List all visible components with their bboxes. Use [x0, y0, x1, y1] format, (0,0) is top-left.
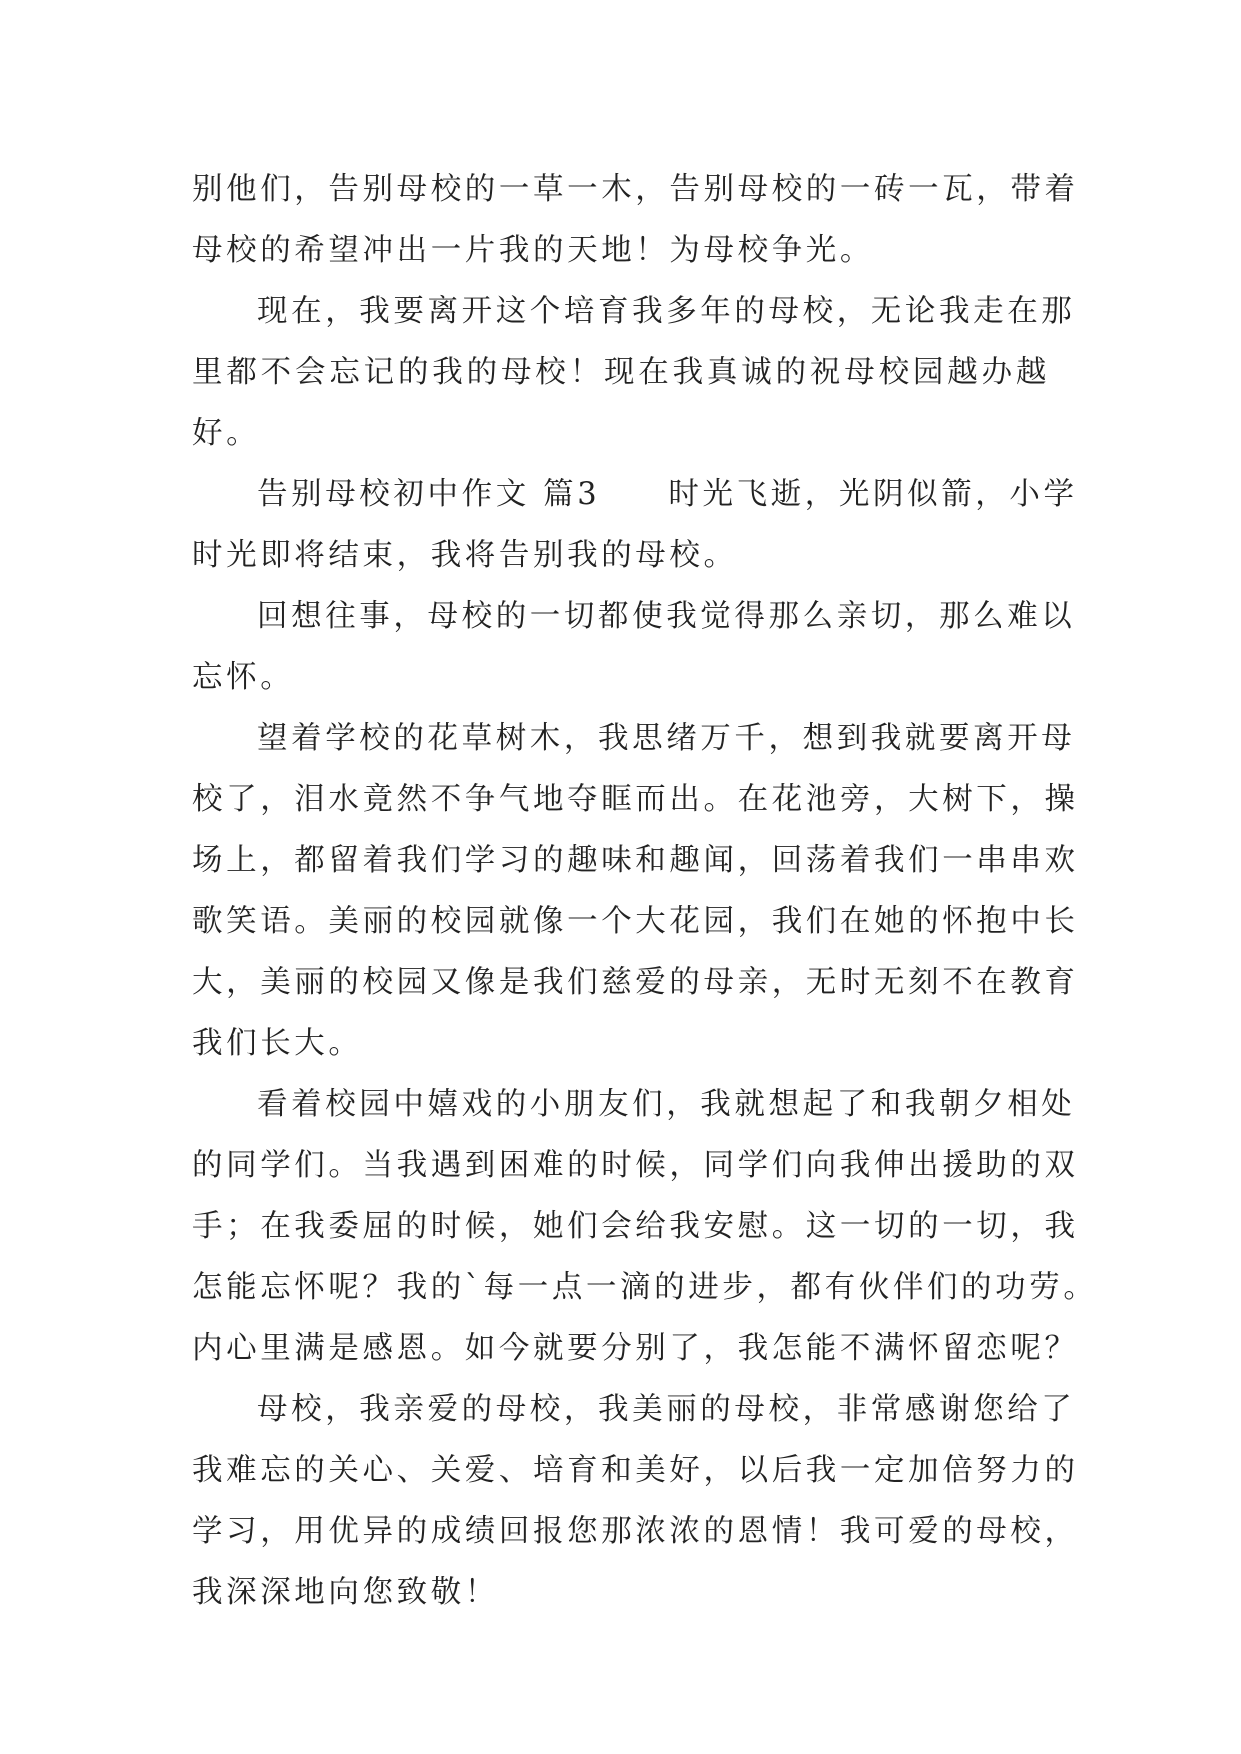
text-line: 时光即将结束，我将告别我的母校。	[192, 538, 738, 573]
text-line: 回想往事，母校的一切都使我觉得那么亲切，那么难以	[257, 599, 1076, 634]
text-line: 别他们，告别母校的一草一木，告别母校的一砖一瓦，带着	[192, 172, 1079, 207]
text-line: 我深深地向您致敬！	[192, 1575, 499, 1610]
text-line: 母校的希望冲出一片我的天地！为母校争光。	[192, 233, 874, 268]
text-line: 内心里满是感恩。如今就要分别了，我怎能不满怀留恋呢？	[192, 1331, 1079, 1366]
text-line: 好。	[192, 416, 261, 451]
text-line: 看着校园中嬉戏的小朋友们，我就想起了和我朝夕相处	[257, 1087, 1076, 1122]
text-line: 学习，用优异的成绩回报您那浓浓的恩情！我可爱的母校，	[192, 1514, 1079, 1549]
text-line: 大，美丽的校园又像是我们慈爱的母亲，无时无刻不在教育	[192, 965, 1079, 1000]
text-line: 我们长大。	[192, 1026, 363, 1061]
text-line: 我难忘的关心、关爱、培育和美好，以后我一定加倍努力的	[192, 1453, 1079, 1488]
text-line: 现在，我要离开这个培育我多年的母校，无论我走在那	[257, 294, 1076, 329]
text-line: 的同学们。当我遇到困难的时候，同学们向我伸出援助的双	[192, 1148, 1079, 1183]
text-line: 场上，都留着我们学习的趣味和趣闻，回荡着我们一串串欢	[192, 843, 1079, 878]
text-line: 望着学校的花草树木，我思绪万千，想到我就要离开母	[257, 721, 1076, 756]
article-body	[192, 159, 1098, 1623]
text-line: 母校，我亲爱的母校，我美丽的母校，非常感谢您给了	[257, 1392, 1076, 1427]
text-line: 忘怀。	[192, 660, 295, 695]
text-line: 校了，泪水竟然不争气地夺眶而出。在花池旁，大树下，操	[192, 782, 1079, 817]
text-line: 告别母校初中作文 篇3 时光飞逝，光阴似箭，小学	[257, 477, 1078, 512]
text-line: 里都不会忘记的我的母校！现在我真诚的祝母校园越办越	[192, 355, 1050, 390]
text-line: 怎能忘怀呢？我的`每一点一滴的进步，都有伙伴们的功劳。	[192, 1270, 1098, 1305]
text-line: 歌笑语。美丽的校园就像一个大花园，我们在她的怀抱中长	[192, 904, 1079, 939]
text-line: 手；在我委屈的时候，她们会给我安慰。这一切的一切，我	[192, 1209, 1079, 1244]
